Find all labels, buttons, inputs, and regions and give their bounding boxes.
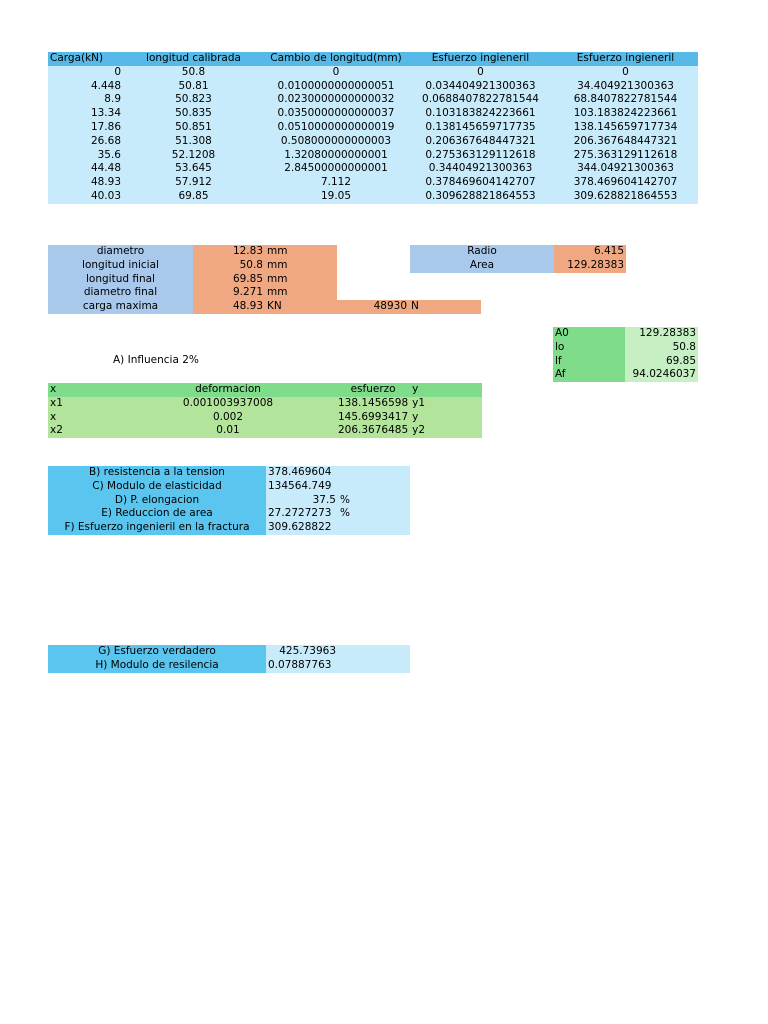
result-label: C) Modulo de elasticidad — [48, 480, 266, 494]
cell-carga: 44.48 — [90, 162, 121, 175]
table-row — [48, 190, 698, 204]
a0-value: 129.28383 — [625, 327, 698, 341]
cell-deformacion: 0.002 — [212, 410, 244, 423]
cell-longitud: 50.823 — [175, 93, 212, 106]
cell-cambio: 19.05 — [320, 189, 352, 202]
cell-longitud: 50.8 — [181, 65, 206, 78]
influencia-table — [48, 383, 482, 438]
cell-cambio: 0.0510000000000019 — [277, 120, 395, 133]
table-row — [48, 93, 698, 107]
influencia-title: A) Influencia 2% — [113, 354, 199, 366]
result-label: H) Modulo de resilencia — [48, 659, 266, 673]
table-row — [48, 397, 482, 411]
cell-x: x — [50, 410, 57, 423]
result-label: B) resistencia a la tension — [48, 466, 266, 480]
influencia-header-row — [48, 383, 482, 397]
cell-cambio: 0.0100000000000051 — [277, 79, 395, 92]
table-row — [48, 149, 698, 163]
param-label: longitud final — [48, 273, 193, 287]
cell-carga: 48.93 — [90, 176, 121, 189]
cell-y: y — [412, 410, 419, 423]
cell-deformacion: 0.001003937008 — [182, 396, 274, 409]
radio-row — [410, 245, 626, 259]
radio-area-table — [410, 245, 626, 273]
result-row — [48, 521, 410, 535]
cell-esfuerzo-1: 0.275363129112618 — [425, 148, 536, 161]
cell-longitud: 53.645 — [175, 162, 212, 175]
table-row — [48, 135, 698, 149]
result-value: 27.2727273 — [266, 507, 338, 521]
param-value: 50.8 — [193, 259, 265, 273]
header-esfuerzo: esfuerzo — [350, 383, 396, 395]
result-row — [48, 645, 410, 659]
cell-esfuerzo-1: 0.378469604142707 — [425, 176, 536, 189]
results2-grid — [48, 645, 410, 673]
cell-esfuerzo-2: 103.183824223661 — [573, 107, 678, 120]
cell-esfuerzo-2: 275.363129112618 — [573, 148, 678, 161]
result-row — [48, 466, 410, 480]
main-table-header-row — [48, 52, 698, 66]
cell-esfuerzo-2: 0 — [622, 65, 629, 78]
param-value: 9.271 — [193, 286, 265, 300]
cell-esfuerzo-1: 0.138145659717735 — [425, 120, 536, 133]
cell-esfuerzo-2: 68.8407822781544 — [573, 93, 678, 106]
cell-carga: 0 — [114, 65, 121, 78]
header-esfuerzo-2: Esfuerzo ingieneril — [553, 52, 698, 66]
lf-label: lf — [553, 355, 625, 369]
result-value: 134564.749 — [266, 480, 338, 494]
lf-value: 69.85 — [625, 355, 698, 369]
param-row-carga-maxima — [48, 300, 481, 314]
area-value: 129.28383 — [554, 259, 626, 273]
cell-carga: 40.03 — [90, 189, 121, 202]
result-value: 309.628822 — [266, 521, 338, 535]
cell-longitud: 51.308 — [175, 134, 212, 147]
cell-y: y1 — [412, 396, 426, 409]
cell-esfuerzo-1: 0.34404921300363 — [428, 162, 533, 175]
param-value: 12.83 — [193, 245, 265, 259]
lf-row — [553, 355, 698, 369]
cell-esfuerzo-1: 0.103183824223661 — [425, 107, 536, 120]
result-label: G) Esfuerzo verdadero — [48, 645, 266, 659]
param-unit: mm — [265, 245, 337, 259]
param-label: diametro final — [48, 286, 193, 300]
table-row — [48, 80, 698, 94]
cell-esfuerzo: 206.3676485 — [338, 424, 409, 437]
cell-esfuerzo-1: 0.206367648447321 — [425, 134, 536, 147]
cell-cambio: 7.112 — [320, 176, 352, 189]
result-value: 378.469604 — [266, 466, 338, 480]
main-table — [48, 52, 698, 204]
lo-row — [553, 341, 698, 355]
result-value: 0.07887763 — [266, 659, 338, 673]
result-label: F) Esfuerzo ingenieril en la fractura — [48, 521, 266, 535]
a0-table — [553, 327, 698, 382]
cell-x: x1 — [50, 396, 63, 409]
table-row — [48, 66, 698, 80]
af-row — [553, 368, 698, 382]
table-row — [48, 162, 698, 176]
header-carga: Carga(kN) — [48, 52, 123, 66]
cell-longitud: 69.85 — [178, 189, 209, 202]
result-unit — [338, 521, 410, 535]
radio-area-grid — [410, 245, 626, 273]
result-unit — [338, 466, 410, 480]
cell-esfuerzo-2: 138.145659717734 — [573, 120, 678, 133]
cell-x: x2 — [50, 424, 63, 437]
area-label: Area — [410, 259, 554, 273]
result-row — [48, 507, 410, 521]
cell-esfuerzo-1: 0.0688407822781544 — [422, 93, 539, 106]
param-unit: KN — [265, 300, 337, 314]
header-cambio-longitud: Cambio de longitud(mm) — [264, 52, 408, 66]
result-unit: % — [338, 507, 410, 521]
header-y: y — [412, 383, 419, 395]
header-deformacion: deformacion — [195, 383, 261, 395]
cell-esfuerzo-2: 34.404921300363 — [577, 79, 674, 92]
result-row — [48, 480, 410, 494]
cell-carga: 35.6 — [97, 148, 121, 161]
cell-carga: 4.448 — [90, 79, 121, 92]
cell-esfuerzo-2: 206.367648447321 — [573, 134, 678, 147]
param-row-diametro-final — [48, 286, 481, 300]
param-label: longitud inicial — [48, 259, 193, 273]
cell-longitud: 50.851 — [175, 120, 212, 133]
cell-cambio: 0.0230000000000032 — [277, 93, 395, 106]
cell-carga: 13.34 — [90, 107, 121, 120]
param-row-longitud-final — [48, 273, 481, 287]
cell-cambio: 2.84500000000001 — [284, 162, 388, 175]
table-row — [48, 176, 698, 190]
af-label: Af — [553, 368, 625, 382]
result-value: 37.5 — [266, 494, 338, 508]
param-label: diametro — [48, 245, 193, 259]
results2-table — [48, 645, 410, 673]
cell-cambio: 0.508000000000003 — [280, 134, 392, 147]
cell-longitud: 50.81 — [178, 79, 209, 92]
header-x: x — [50, 383, 57, 395]
a0-label: A0 — [553, 327, 625, 341]
table-row — [48, 411, 482, 425]
main-data-table — [48, 52, 698, 204]
result-unit: % — [338, 494, 410, 508]
cell-cambio: 0.0350000000000037 — [277, 107, 395, 120]
cell-longitud: 52.1208 — [171, 148, 216, 161]
af-value: 94.0246037 — [625, 368, 698, 382]
param-value: 48.93 — [193, 300, 265, 314]
cell-esfuerzo-2: 378.469604142707 — [573, 176, 678, 189]
cell-cambio: 0 — [332, 65, 340, 78]
result-label: E) Reduccion de area — [48, 507, 266, 521]
cell-esfuerzo-2: 344.04921300363 — [577, 162, 674, 175]
cell-longitud: 57.912 — [175, 176, 212, 189]
cell-carga: 26.68 — [90, 134, 121, 147]
cell-y: y2 — [412, 424, 426, 437]
param-unit: mm — [265, 286, 337, 300]
radio-value: 6.415 — [554, 245, 626, 259]
result-label: D) P. elongacion — [48, 494, 266, 508]
param-value-newton: 48930 — [337, 300, 409, 314]
result-row — [48, 659, 410, 673]
param-value: 69.85 — [193, 273, 265, 287]
param-unit-newton: N — [409, 300, 481, 314]
param-label: carga maxima — [48, 300, 193, 314]
area-row — [410, 259, 626, 273]
cell-esfuerzo: 145.6993417 — [338, 410, 409, 423]
cell-esfuerzo-2: 309.628821864553 — [573, 189, 678, 202]
cell-esfuerzo: 138.1456598 — [338, 396, 409, 409]
radio-label: Radio — [410, 245, 554, 259]
table-row — [48, 424, 482, 438]
cell-esfuerzo-1: 0 — [477, 65, 484, 78]
param-unit: mm — [265, 259, 337, 273]
cell-esfuerzo-1: 0.034404921300363 — [425, 79, 536, 92]
header-longitud-calibrada: longitud calibrada — [123, 52, 264, 66]
cell-cambio: 1.32080000000001 — [284, 148, 388, 161]
cell-carga: 8.9 — [104, 93, 121, 106]
table-row — [48, 121, 698, 135]
table-row — [48, 107, 698, 121]
cell-carga: 17.86 — [90, 120, 121, 133]
result-row — [48, 494, 410, 508]
lo-value: 50.8 — [625, 341, 698, 355]
param-unit: mm — [265, 273, 337, 287]
cell-deformacion: 0.01 — [216, 424, 240, 437]
header-esfuerzo-1: Esfuerzo ingieneril — [408, 52, 553, 66]
result-value: 425.73963 — [266, 645, 338, 659]
results-table — [48, 466, 410, 535]
a0-grid — [553, 327, 698, 382]
cell-longitud: 50.835 — [175, 107, 212, 120]
a0-row — [553, 327, 698, 341]
influencia-grid — [48, 383, 482, 438]
result-unit — [338, 480, 410, 494]
lo-label: lo — [553, 341, 625, 355]
cell-esfuerzo-1: 0.309628821864553 — [425, 189, 536, 202]
results-grid — [48, 466, 410, 535]
